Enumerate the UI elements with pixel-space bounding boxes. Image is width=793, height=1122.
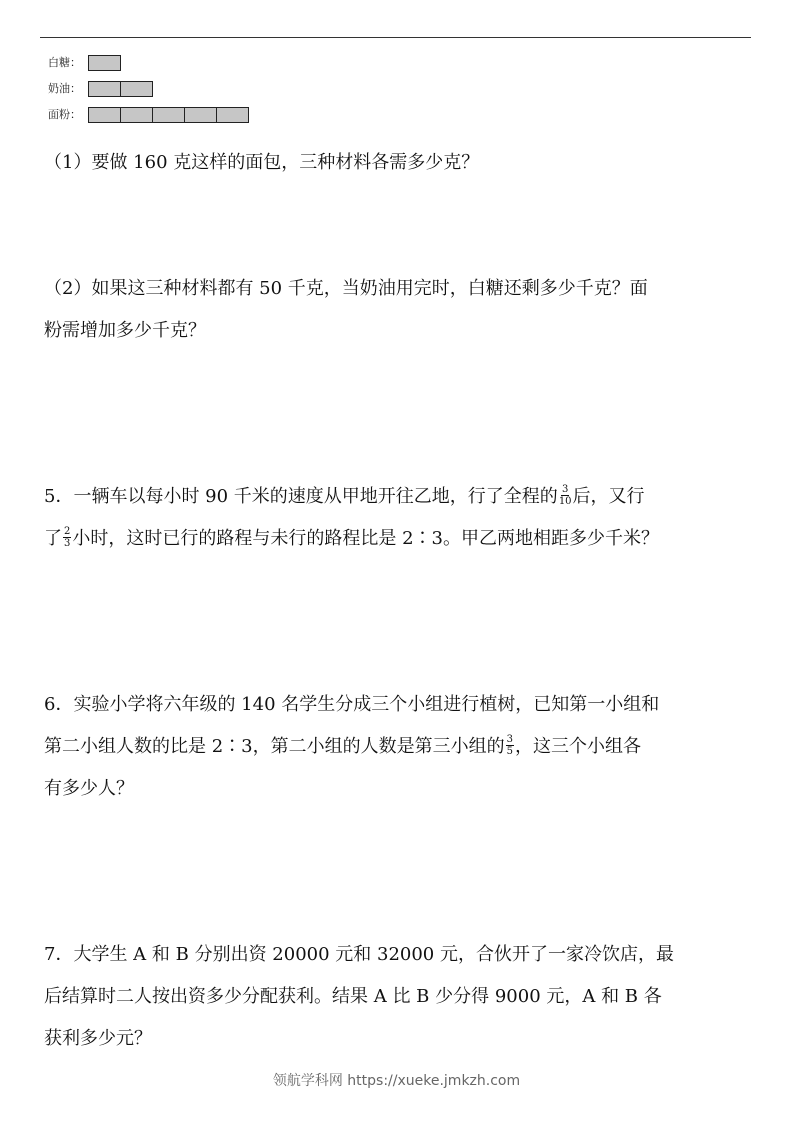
bar-butter (88, 81, 152, 97)
header-rule (40, 37, 751, 38)
bar-unit (152, 107, 185, 123)
legend-row-butter (48, 80, 152, 98)
question-6-text-b: ，这三个小组各 (515, 736, 641, 757)
fraction-two-thirds (63, 526, 71, 549)
question-7 (44, 934, 754, 1060)
bar-unit (88, 81, 121, 97)
fraction-denominator: 5 (506, 745, 513, 757)
bar-unit (120, 81, 153, 97)
question-6 (44, 684, 754, 810)
bar-sugar (88, 55, 120, 71)
fraction-three-tenths (559, 484, 572, 507)
question-5-text-d: 小时，这时已行的路程与未行的路程比是 2∶3。甲乙两地相距多少千米？ (72, 528, 659, 549)
question-5-text-c: 了 (44, 528, 62, 549)
question-2-line-2: 粉需增加多少千克？ (44, 320, 206, 341)
question-7-line-2: 后结算时二人按出资多少分配获利。结果 A 比 B 少分得 9000 元，A 和 B 各 (44, 986, 662, 1007)
legend-label-butter: 奶油： (48, 82, 81, 95)
question-1 (44, 142, 754, 184)
fraction-denominator: 3 (64, 537, 71, 549)
bar-unit (120, 107, 153, 123)
footer-watermark: 领航学科网 https://xueke.jmkzh.com (272, 1073, 521, 1089)
fraction-numerator: 3 (506, 733, 513, 745)
legend-label-sugar: 白糖： (48, 56, 81, 69)
question-5-line-1 (44, 476, 754, 518)
bar-unit (88, 107, 121, 123)
bar-unit (88, 55, 121, 71)
question-6-line-1: 6．实验小学将六年级的 140 名学生分成三个小组进行植树，已知第一小组和 (44, 694, 660, 715)
question-5-line-2 (44, 518, 754, 560)
question-5 (44, 476, 754, 560)
question-2-line-1: （2）如果这三种材料都有 50 千克，当奶油用完时，白糖还剩多少千克？面 (44, 278, 648, 299)
question-5-text-a: 5．一辆车以每小时 90 千米的速度从甲地开往乙地，行了全程的 (44, 486, 558, 507)
question-6-line-3: 有多少人？ (44, 778, 134, 799)
bar-unit (216, 107, 249, 123)
fraction-numerator: 3 (561, 483, 569, 495)
question-6-text-a: 第二小组人数的比是 2∶3，第二小组的人数是第三小组的 (44, 736, 505, 757)
fraction-numerator: 2 (64, 525, 71, 537)
legend-row-flour (48, 106, 248, 124)
fraction-denominator: 10 (558, 495, 572, 507)
question-1-text: （1）要做 160 克这样的面包，三种材料各需多少克？ (44, 152, 480, 173)
question-6-line-2 (44, 726, 754, 768)
question-7-line-3: 获利多少元？ (44, 1028, 152, 1049)
bar-flour (88, 107, 248, 123)
question-2 (44, 268, 754, 352)
question-7-line-1: 7．大学生 A 和 B 分别出资 20000 元和 32000 元，合伙开了一家冷饮店，最 (44, 944, 674, 965)
legend-label-flour: 面粉： (48, 108, 81, 121)
question-5-text-b: 后，又行 (572, 486, 645, 507)
legend-row-sugar (48, 54, 120, 72)
bar-unit (184, 107, 217, 123)
fraction-three-fifths (506, 734, 514, 757)
